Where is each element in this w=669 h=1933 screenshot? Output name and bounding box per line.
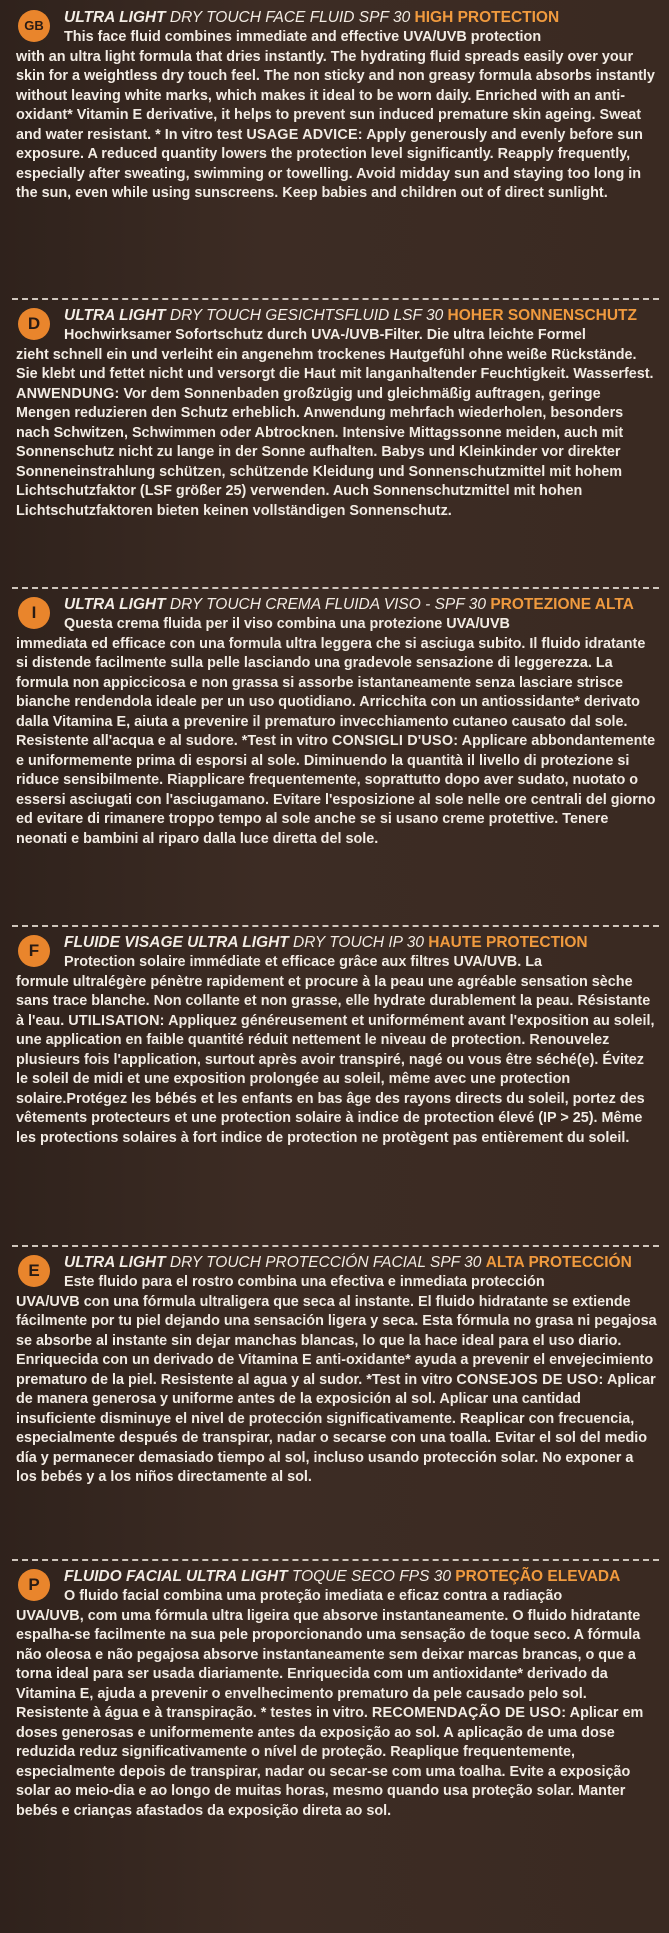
section-heading: ULTRA LIGHT DRY TOUCH FACE FLUID SPF 30 HIGH PROTECTION [64, 9, 560, 26]
section-body: Protection solaire immédiate et efficace grâce aux filtres UVA/UVB. La formule ultralégère pénètre rapidement et procure à la peau une agréable sensation sèche sans trace blanche. Non collante et non grasse, elle hydrate durablement la peau. Résistante à l'eau. UTILISATION: Appliquez généreusement et uniformément avant l'exposition au soleil, une application en faible quantité réduit nettement le niveau de protection. Renouvelez plusieurs fois l'application, surtout après avoir transpiré, nagé ou vous être séché(e). Évitez le soleil de midi et une exposition prolongée au soleil, même avec une protection solaire.Protégez les bébés et les enfants en bas âge des rayons directs du soleil, portez des vêtements protecteurs et une protection solaire à indice de protection élevé (IP > 25). Même les protections solaires à fort indice de protection ne protègent pas entièrement du soleil. [16, 954, 655, 1146]
section-heading: ULTRA LIGHT DRY TOUCH PROTECCIÓN FACIAL SPF 30 ALTA PROTECCIÓN [64, 1254, 632, 1271]
section-body: O fluido facial combina uma proteção imediata e eficaz contra a radiação UVA/UVB, com uma fórmula ultra ligeira que absorve instantaneamente. O fluido hidratante espalha-se facilmente na sua pele proporcionando uma sensação de toque seco. A fórmula não oleosa e não pegajosa absorve instantaneamente sem deixar marcas brancas, o que a torna ideal para ser usada diariamente. Enriquecida com um antioxidante* derivado da Vitamina E, ajuda a prevenir o envelhecimento prematuro da pele causado pelo sol. Resistente à água e à transpiração. * testes in vitro. RECOMENDAÇÃO DE USO: Aplicar em doses generosas e uniformemente antes da exposição ao sol. A aplicação de uma dose reduzida reduz significativamente o nível de proteção. Reaplique frequentemente, especialmente depois de transpirar, nadar ou secar-se com uma toalha. Evite a exposição solar ao meio-dia e ao longo de muitas horas, mesmo quando usa proteção solar. Manter bebés e crianças afastados da exposição direta ao sol. [16, 1588, 644, 1819]
language-badge-p: P [18, 1569, 50, 1601]
section-body: This face fluid combines immediate and effective UVA/UVB protection with an ultra light formula that dries instantly. The hydrating fluid spreads easily over your skin for a weightless dry touch feel. The non sticky and non greasy formula absorbs instantly without leaving white marks, which makes it ideal to be worn daily. Enriched with an anti-oxidant* Vitamin E derivative, it helps to prevent sun induced premature skin ageing. Sweat and water resistant. * In vitro test USAGE ADVICE: Apply generously and evenly before sun exposure. A reduced quantity lowers the protection level significantly. Reapply frequently, especially after sweating, swimming or towelling. Avoid midday sun and staying too long in the sun, even while using sunscreens. Keep babies and children out of direct sunlight. [16, 29, 655, 201]
language-badge-d: D [18, 308, 50, 340]
section-gb [12, 2, 659, 300]
language-badge-i: I [18, 597, 50, 629]
section-body: Questa crema fluida per il viso combina una protezione UVA/UVB immediata ed efficace con una formula ultra leggera che si asciuga subito. Il fluido idratante si distende facilmente sulla pelle lasciando una gradevole sensazione di leggerezza. La formula non appiccicosa e non grassa si assorbe istantaneamente senza lasciare strisce bianche rendendola ideale per un uso quotidiano. Arricchita con un antiossidante* derivato dalla Vitamina E, aiuta a prevenire il prematuro invecchiamento cutaneo causato dal sole. Resistente all'acqua e al sudore. *Test in vitro CONSIGLI D'USO: Applicare abbondantemente e uniformemente prima di esporsi al sole. Diminuendo la quantità il livello di protezione si riduce sensibilmente. Riapplicare frequentemente, soprattutto dopo aver sudato, nuotato o essersi asciugati con l'asciugamano. Evitare l'esposizione al sole nelle ore centrali del giorno ed evitare di rimanere troppo tempo al sole anche se si usano creme protettive. Tenere neonati e bambini al riparo dalla luce diretta del sole. [16, 616, 656, 847]
language-badge-gb: GB [18, 10, 50, 42]
section-heading: ULTRA LIGHT DRY TOUCH GESICHTSFLUID LSF 30 HOHER SONNENSCHUTZ [64, 307, 637, 324]
section-heading: FLUIDE VISAGE ULTRA LIGHT DRY TOUCH IP 30 HAUTE PROTECTION [64, 934, 588, 951]
section-e [12, 1247, 659, 1561]
language-badge-e: E [18, 1255, 50, 1287]
section-heading: ULTRA LIGHT DRY TOUCH CREMA FLUIDA VISO - SPF 30 PROTEZIONE ALTA [64, 596, 634, 613]
section-f [12, 927, 659, 1247]
section-heading: FLUIDO FACIAL ULTRA LIGHT TOQUE SECO FPS 30 PROTEÇÃO ELEVADA [64, 1568, 621, 1585]
section-p [12, 1561, 659, 1929]
language-badge-f: F [18, 935, 50, 967]
section-body: Hochwirksamer Sofortschutz durch UVA-/UVB-Filter. Die ultra leichte Formel zieht schnell ein und verleiht ein angenehm trockenes Hautgefühl ohne weiße Rückstände. Sie klebt und fettet nicht und versorgt die Haut mit langanhaltender Feuchtigkeit. Wasserfest. ANWENDUNG: Vor dem Sonnenbaden großzügig und gleichmäßig auftragen, geringe Mengen reduzieren den Schutz erheblich. Anwendung mehrfach wiederholen, besonders nach Schwitzen, Schwimmen oder Abtrocknen. Intensive Mittagssonne meiden, auch mit Sonnenschutz nicht zu lange in der Sonne aufhalten. Babys und Kleinkinder vor direkter Sonneneinstrahlung schützen, schützende Kleidung und Sonnenschutzmittel mit hohem Lichtschutzfaktor (LSF größer 25) verwenden. Auch Sonnenschutzmittel mit hohen Lichtschutzfaktoren bieten keinen vollständigen Sonnenschutz. [16, 327, 654, 519]
section-body: Este fluido para el rostro combina una efectiva e inmediata protección UVA/UVB con una fórmula ultraligera que seca al instante. El fluido hidratante se extiende fácilmente por tu piel dejando una sensación ligera y seca. Esta fórmula no grasa ni pegajosa se absorbe al instante sin dejar manchas blancas, lo que la hace ideal para el uso diario. Enriquecida con un derivado de Vitamina E anti-oxidante* ayuda a prevenir el envejecimiento prematuro de la piel. Resistente al agua y al sudor. *Test in vitro CONSEJOS DE USO: Aplicar de manera generosa y uniforme antes de la exposición al sol. Aplicar una cantidad insuficiente disminuye el nivel de protección significativamente. Reaplicar con frecuencia, especialmente después de transpirar, nadar o secarse con una toalla. Evitar el sol del medio día y permanecer demasiado tiempo al sol, incluso usando protección solar. No exponer a los bebés y a los niños directamente al sol. [16, 1274, 657, 1485]
section-d [12, 300, 659, 589]
section-i [12, 589, 659, 927]
